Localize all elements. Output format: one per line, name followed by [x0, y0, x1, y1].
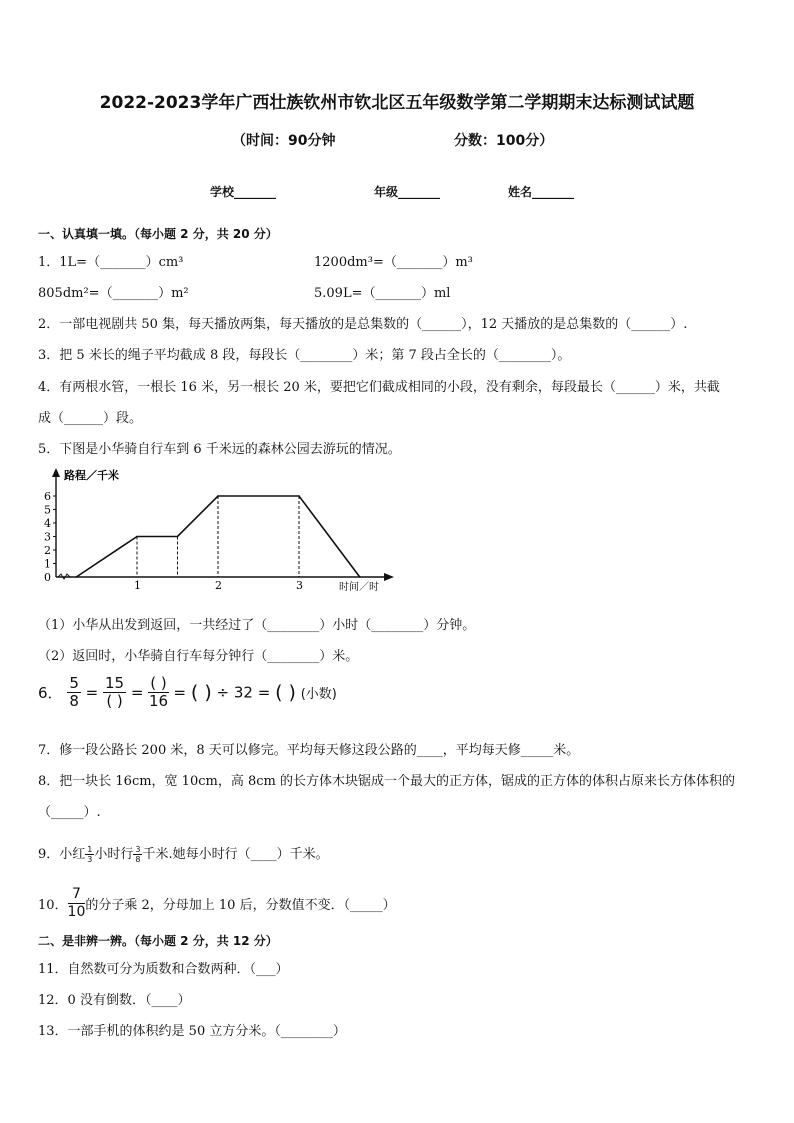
q5-2: （2）返回时，小华骑自行车每分钟行（________）米。: [38, 649, 359, 664]
q11: 11．自然数可分为质数和合数两种．（___）: [38, 962, 289, 977]
x-tick-label: 2: [215, 579, 222, 592]
score-label: 分数：100分）: [454, 133, 554, 149]
time-label: （时间：90分钟: [232, 133, 336, 149]
distance-time-chart: [36, 466, 396, 602]
q1-d: 5.09L=（_______）ml: [314, 286, 451, 301]
q4-line2: 成（______）段。: [38, 411, 143, 426]
y-tick-label: 1: [44, 557, 51, 571]
q7: 7．修一段公路长 200 米，8 天可以修完。平均每天修这段公路的____，平均每天修_____米。: [38, 743, 580, 758]
q6-equals-2: =: [130, 683, 144, 702]
q5-1: （1）小华从出发到返回，一共经过了（________）小时（________）分钟。: [38, 618, 476, 633]
q6: [38, 675, 337, 710]
q3: 3．把 5 米长的绳子平均截成 8 段，每段长（________）米；第 7 段占全长的（________）。: [38, 348, 571, 363]
q2: 2．一部电视剧共 50 集，每天播放两集，每天播放的是总集数的（______），12 天播放的是总集数的（______）.: [38, 317, 688, 332]
school-field[interactable]: 学校_______: [210, 185, 277, 199]
q4-line1: 4．有两根水管，一根长 16 米，另一根长 20 米，要把它们截成相同的小段，没有剩余，每段最长（______）米，共截: [38, 380, 720, 395]
q6-fraction-2: $\frac{15}{( )}$: [105, 674, 125, 710]
q6-equals-3: =: [173, 683, 187, 702]
q8-line1: 8．把一块长 16cm，宽 10cm，高 8cm 的长方体木块锯成一个最大的正方体，锯成的正方体的体积占原来长方体体积的: [38, 774, 735, 789]
q6-suffix: (小数): [300, 687, 337, 702]
q10: [38, 886, 396, 921]
y-tick-label: 4: [44, 517, 51, 530]
section-2-heading: 二、是非辨一辨。（每小题 2 分，共 12 分）: [38, 934, 278, 948]
q10-fraction: $\frac{7}{10}$: [67, 886, 86, 920]
data-point: [75, 576, 77, 578]
x-tick-label: 1: [134, 579, 141, 592]
q10-text: 的分子乘 2，分母加上 10 后，分数值不变．（_____）: [85, 898, 396, 913]
q12: 12．0 没有倒数．（____）: [38, 993, 191, 1008]
q9-fraction-1: $\frac{1}{3}$: [87, 845, 93, 864]
data-point: [359, 576, 361, 578]
q9-b: 小时行: [94, 847, 134, 862]
q8-line2: （_____）.: [38, 805, 101, 820]
q1-a: 1．1L=（_______）cm³: [38, 255, 184, 270]
data-point: [136, 536, 138, 538]
q9-c: 千米.她每小时行（____）千米。: [142, 847, 329, 862]
x-tick-label: 3: [296, 579, 303, 592]
y-tick-label: 0: [44, 571, 51, 584]
q6-equals-1: =: [85, 683, 99, 702]
q1-c: 805dm²=（_______）m²: [38, 286, 189, 301]
q1-b: 1200dm³=（_______）m³: [314, 255, 473, 270]
q6-blank-1[interactable]: ( ): [190, 681, 212, 704]
q9-fraction-2: $\frac{3}{8}$: [135, 845, 141, 864]
x-axis-label: 时间／时: [339, 582, 379, 593]
grade-field[interactable]: 年级_______: [374, 185, 441, 199]
q6-divide: ÷ 32 =: [216, 683, 271, 702]
q6-prefix: 6．: [38, 684, 63, 702]
y-tick-label: 6: [44, 490, 51, 503]
data-point: [217, 495, 219, 497]
q9-a: 9．小红: [38, 847, 86, 862]
q10-prefix: 10．: [38, 898, 68, 913]
y-tick-label: 2: [44, 544, 51, 557]
q9: [38, 843, 329, 864]
q13: 13．一部手机的体积约是 50 立方分米。（________）: [38, 1024, 346, 1039]
y-tick-label: 5: [44, 503, 51, 517]
y-axis-label: 路程／千米: [64, 469, 119, 482]
y-axis-arrow: [52, 468, 60, 477]
q6-blank-2[interactable]: ( ): [275, 681, 296, 704]
y-tick-label: 3: [44, 530, 51, 544]
q6-fraction-1: $\frac{5}{8}$: [69, 674, 79, 710]
page-title: 2022-2023学年广西壮族钦州市钦北区五年级数学第二学期期末达标测试试题: [99, 93, 695, 113]
x-axis-arrow: [384, 573, 394, 581]
name-field[interactable]: 姓名_______: [508, 185, 575, 199]
q5: 5．下图是小华骑自行车到 6 千米远的森林公园去游玩的情况。: [38, 442, 401, 457]
section-1-heading: 一、认真填一填。（每小题 2 分，共 20 分）: [38, 227, 278, 241]
q6-fraction-3: $\frac{( )}{16}$: [148, 674, 169, 710]
data-point: [298, 495, 300, 497]
data-point: [177, 536, 179, 538]
